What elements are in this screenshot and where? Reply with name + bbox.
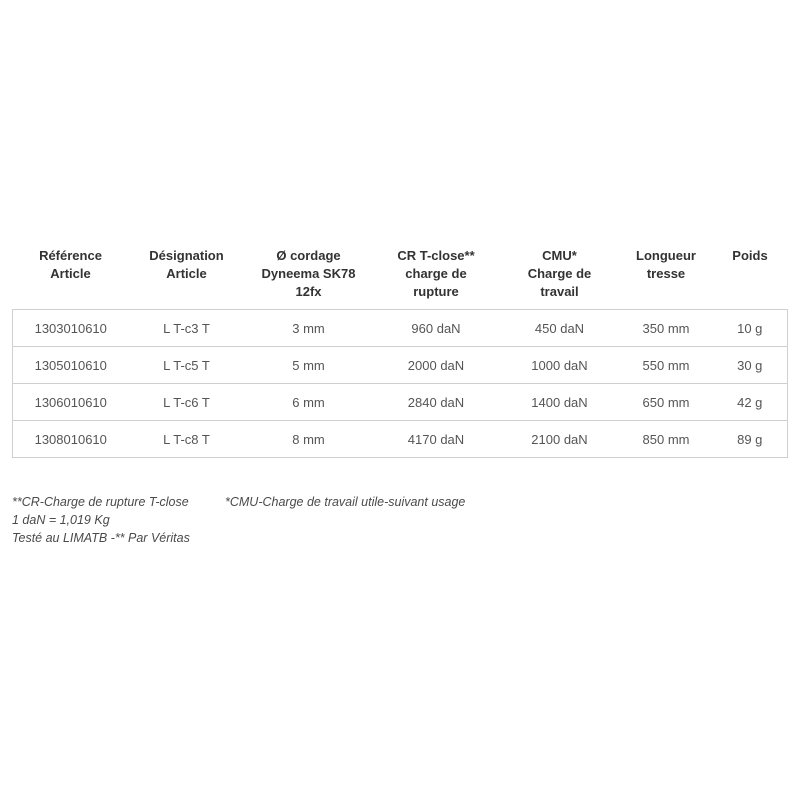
table-row (13, 421, 788, 458)
table-header-row (13, 240, 788, 310)
header-rope-diameter: Ø cordage Dyneema SK78 12fx (261, 248, 356, 299)
cell-weight: 89 g (713, 421, 788, 458)
cell-working-load: 450 daN (500, 310, 620, 347)
cell-breaking-load: 960 daN (373, 310, 500, 347)
header-working-load: CMU* Charge de travail (527, 248, 592, 299)
cell-designation: L T-c5 T (129, 347, 245, 384)
header-breaking-load: CR T-close** charge de rupture (397, 248, 475, 299)
table-row (13, 310, 788, 347)
cell-working-load: 1000 daN (500, 347, 620, 384)
header-weight: Poids (732, 248, 768, 263)
cell-weight: 42 g (713, 384, 788, 421)
footnote-conversion: 1 daN = 1,019 Kg (12, 513, 110, 527)
cell-designation: L T-c8 T (129, 421, 245, 458)
footnote-breaking-load: **CR-Charge de rupture T-close (12, 495, 189, 509)
cell-braid-length: 350 mm (620, 310, 713, 347)
cell-working-load: 2100 daN (500, 421, 620, 458)
header-designation: Désignation Article (149, 248, 224, 281)
cell-rope-diameter: 8 mm (245, 421, 373, 458)
product-spec-table-container (12, 240, 787, 458)
cell-reference: 1306010610 (13, 384, 129, 421)
cell-breaking-load: 2840 daN (373, 384, 500, 421)
footnote-tested: Testé au LIMATB -** Par Véritas (12, 531, 190, 545)
cell-designation: L T-c6 T (129, 384, 245, 421)
footnotes (12, 493, 190, 547)
cell-braid-length: 850 mm (620, 421, 713, 458)
cell-weight: 10 g (713, 310, 788, 347)
header-reference: Référence Article (39, 248, 102, 281)
cell-breaking-load: 4170 daN (373, 421, 500, 458)
cell-reference: 1308010610 (13, 421, 129, 458)
header-braid-length: Longueur tresse (636, 248, 696, 281)
cell-reference: 1303010610 (13, 310, 129, 347)
cell-working-load: 1400 daN (500, 384, 620, 421)
cell-braid-length: 650 mm (620, 384, 713, 421)
cell-braid-length: 550 mm (620, 347, 713, 384)
table-row (13, 347, 788, 384)
cell-breaking-load: 2000 daN (373, 347, 500, 384)
table-row (13, 384, 788, 421)
product-spec-table (12, 240, 788, 458)
cell-designation: L T-c3 T (129, 310, 245, 347)
cell-weight: 30 g (713, 347, 788, 384)
footnote-working-load: *CMU-Charge de travail utile-suivant usage (225, 495, 466, 509)
cell-rope-diameter: 5 mm (245, 347, 373, 384)
cell-rope-diameter: 3 mm (245, 310, 373, 347)
cell-rope-diameter: 6 mm (245, 384, 373, 421)
cell-reference: 1305010610 (13, 347, 129, 384)
